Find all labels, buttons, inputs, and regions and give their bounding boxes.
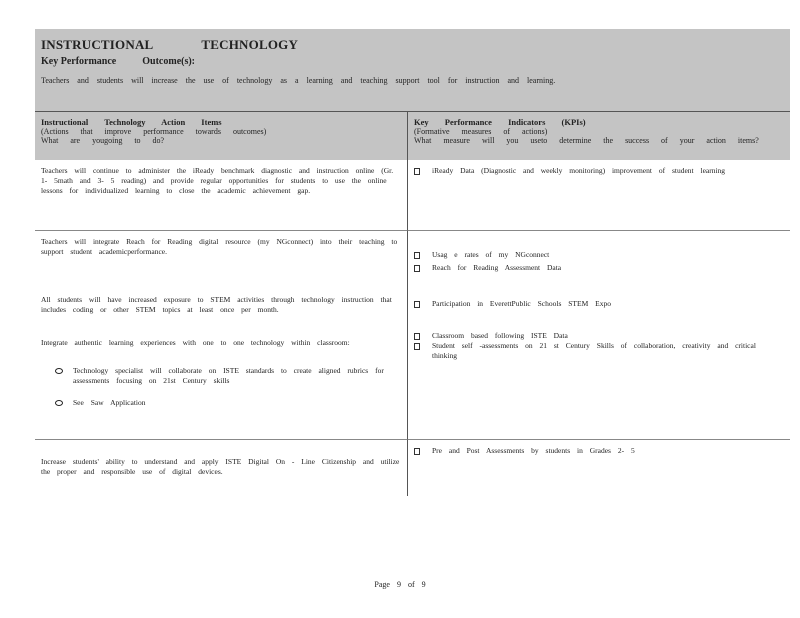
kpis-title: Key Performance Indicators (KPIs) xyxy=(414,117,586,127)
checkbox-square-icon xyxy=(414,301,420,308)
checkbox-square-icon xyxy=(414,448,420,455)
checkbox-square-icon xyxy=(414,168,420,175)
actions-title: Instructional Technology Action Items xyxy=(41,117,222,127)
checkbox-square-icon xyxy=(414,343,420,350)
kpi-item xyxy=(414,250,784,260)
checkbox-square-icon xyxy=(414,265,420,272)
kpi-text: Usag e rates of my NGconnect xyxy=(432,250,550,259)
actions-sub2: What are yougoing to do? xyxy=(41,136,165,145)
kpo-heading xyxy=(41,56,784,67)
kpi-item xyxy=(414,166,784,176)
table-row-2-kpi xyxy=(408,231,790,440)
kpi-text: iReady Data (Diagnostic and weekly monitoring) improvement of student learning xyxy=(432,166,726,175)
table-row-3-action xyxy=(35,440,408,496)
action-text: Teachers will integrate Reach for Reading digital resource (my NGconnect) into their teaching to support student academicperformance. xyxy=(41,237,398,256)
action-text: Teachers will continue to administer the iReady benchmark diagnostic and instruction online (Gr. 1- 5math and 3- 5 reading) and provide regular opportunities for students to use the online lessons for individualized learning to close the academic achievement gap. xyxy=(41,166,394,195)
kpis-sub1: (Formative measures of actions) xyxy=(414,127,548,136)
circle-bullet-icon xyxy=(55,400,63,406)
bullet-text: Technology specialist will collaborate on ISTE standards to create aligned rubrics for assessments focusing on 21st Century skills xyxy=(73,366,384,385)
actions-sub1: (Actions that improve performance towards outcomes) xyxy=(41,127,267,136)
action-text: Increase students' ability to understand and apply ISTE Digital On - Line Citizenship and utilize the proper and responsible use of digital devices. xyxy=(41,457,400,476)
bullet-item xyxy=(55,366,401,386)
kpi-text: Pre and Post Assessments by students in Grades 2- 5 xyxy=(432,446,635,455)
document-page xyxy=(35,29,790,496)
kpi-text: Classroom based following ISTE Data xyxy=(432,331,568,340)
kpis-sub2: What measure will you useto determine the success of your action items? xyxy=(414,136,759,145)
table-row-1-action xyxy=(35,160,408,231)
page-number: Page 9 of 9 xyxy=(374,580,426,589)
table-row-1-kpi xyxy=(408,160,790,231)
table-row-3-kpi xyxy=(408,440,790,496)
kpi-text: Participation in EverettPublic Schools STEM Expo xyxy=(432,299,611,308)
bullet-text: See Saw Application xyxy=(73,398,146,407)
kpi-text: Reach for Reading Assessment Data xyxy=(432,263,562,272)
table-row-2-action xyxy=(35,231,408,440)
kpi-text: Student self -assessments on 21 st Century Skills of collaboration, creativity and critical thinking xyxy=(432,341,756,360)
kpo-left: Key Performance xyxy=(41,56,117,67)
bullet-item xyxy=(55,398,401,408)
plan-table xyxy=(35,112,790,496)
title-right: TECHNOLOGY xyxy=(201,37,299,52)
circle-bullet-icon xyxy=(55,368,63,374)
column-header-actions xyxy=(35,112,408,160)
checkbox-square-icon xyxy=(414,333,420,340)
kpi-item xyxy=(414,331,784,341)
checkbox-square-icon xyxy=(414,252,420,259)
title-left: INSTRUCTIONAL xyxy=(41,37,154,52)
kpi-item xyxy=(414,446,784,456)
action-text: All students will have increased exposure to STEM activities through technology instruction that includes coding or other STEM topics at least once per month. xyxy=(41,295,392,314)
action-text: Integrate authentic learning experiences with one to one technology within classroom: xyxy=(41,338,350,347)
section-title xyxy=(41,37,784,53)
kpo-right: Outcome(s): xyxy=(142,56,196,67)
column-header-kpis xyxy=(408,112,790,160)
outcome-description: Teachers and students will increase the use of technology as a learning and teaching support tool for instruction and learning. xyxy=(41,76,556,85)
kpi-item xyxy=(414,263,784,273)
kpi-item xyxy=(414,341,784,361)
section-header xyxy=(35,29,790,112)
kpi-item xyxy=(414,299,784,309)
